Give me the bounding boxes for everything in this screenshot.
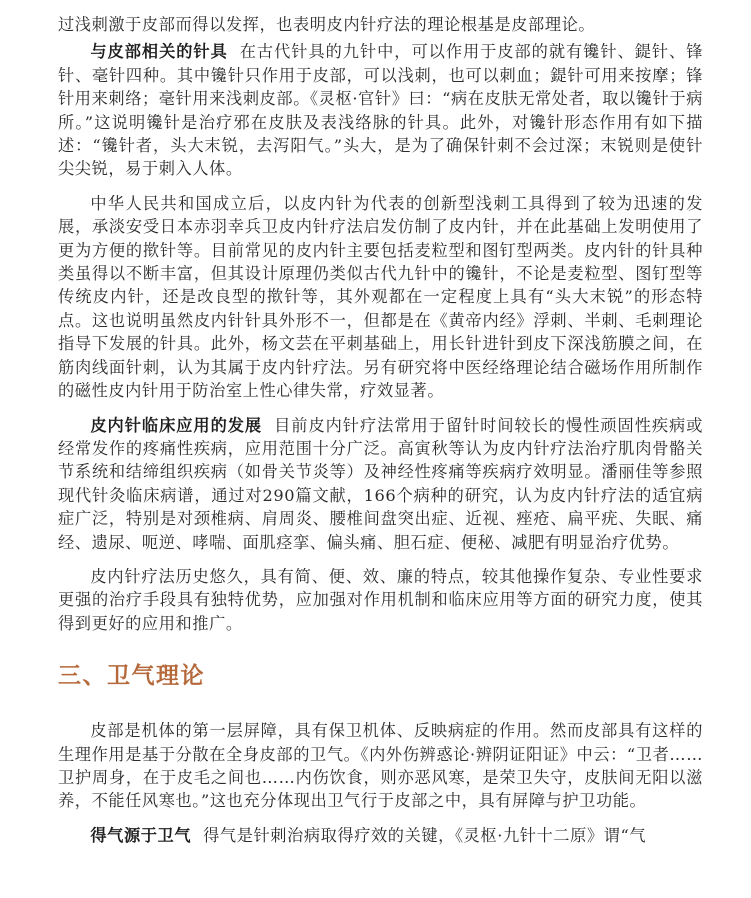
paragraph-clinical-application bbox=[58, 414, 703, 554]
paragraph-lead-heading: 与皮部相关的针具 bbox=[90, 42, 228, 62]
paragraph-text: 目前皮内针疗法常用于留针时间较长的慢性顽固性疾病或经常发作的疼痛性疾病，应用范围十分广泛。高寅秋等认为皮内针疗法治疗肌肉骨骼关节系统和结缔组织疾病（如骨关节炎等）及神经性疼痛等疾病疗效明显。潘丽佳等参照现代针灸临床病谱，通过对290篇文献，166个病种的研究，认为皮内针疗法的适宜病症广泛，特别是对颈椎病、肩周炎、腰椎间盘突出症、近视、痤疮、扁平疣、失眠、痛经、遗尿、呃逆、哮喘、面肌痉挛、偏头痛、胆石症、便秘、减肥有明显治疗优势。 bbox=[58, 415, 704, 552]
paragraph-modern-development bbox=[58, 192, 703, 403]
paragraph-deqi bbox=[58, 824, 703, 847]
paragraph-lead-heading: 皮内针临床应用的发展 bbox=[90, 415, 263, 435]
paragraph-text: 过浅刺激于皮部而得以发挥，也表明皮内针疗法的理论根基是皮部理论。 bbox=[58, 15, 596, 34]
paragraph-text: 中华人民共和国成立后，以皮内针为代表的创新型浅刺工具得到了较为迅速的发展，承淡安受日本赤羽幸兵卫皮内针疗法启发仿制了皮内针，并在此基础上发明使用了更为方便的揿针等。目前常见的皮内针主要包括麦粒型和图钉型两类。皮内针的针具种类虽得以不断丰富，但其设计原理仍类似古代九针中的镵针，不论是麦粒型、图钉型等传统皮内针，还是改良型的揿针等，其外观都在一定程度上具有“头大末锐”的形态特点。这也说明虽然皮内针针具外形不一，但都是在《黄帝内经》浮刺、半刺、毛刺理论指导下发展的针具。此外，杨文芸在平刺基础上，用长针进针到皮下深浅筋膜之间，在筋肉线面针刺，认为其属于皮内针疗法。另有研究将中医经络理论结合磁场作用所制作的磁性皮内针用于防治室上性心律失常，疗效显著。 bbox=[58, 193, 703, 401]
paragraph-text: 皮内针疗法历史悠久，具有简、便、效、廉的特点，较其他操作复杂、专业性要求更强的治疗手段具有独特优势，应加强对作用机制和临床应用等方面的研究力度，使其得到更好的应用和推广。 bbox=[58, 566, 703, 633]
paragraph-text: 在古代针具的九针中，可以作用于皮部的就有镵针、鍉针、锋针、毫针四种。其中镵针只作用于皮部，可以浅刺，也可以刺血；鍉针可用来按摩；锋针用来刺络；毫针用来浅刺皮部。《灵枢·官针》曰：“病在皮肤无常处者，取以镵针于病所。”这说明镵针是治疗邪在皮肤及表浅络脉的针具。此外，对镵针形态作用有如下描述：“镵针者，头大末锐，去泻阳气。”头大，是为了确保针刺不会过深；末锐则是使针尖尖锐，易于刺入人体。 bbox=[58, 42, 703, 179]
document-page bbox=[58, 0, 703, 847]
paragraph-weiqi-intro bbox=[58, 719, 703, 813]
section-heading: 三、卫气理论 bbox=[58, 662, 205, 690]
paragraph-summary bbox=[58, 565, 703, 635]
paragraph-lead-heading: 得气源于卫气 bbox=[90, 825, 192, 845]
paragraph-needle-tools bbox=[58, 40, 703, 180]
paragraph-continuation bbox=[58, 13, 703, 36]
paragraph-text: 得气是针刺治病取得疗效的关键，《灵枢·九针十二原》谓“气 bbox=[203, 825, 647, 845]
paragraph-text: 皮部是机体的第一层屏障，具有保卫机体、反映病症的作用。然而皮部具有这样的生理作用是基于分散在全身皮部的卫气。《内外伤辨惑论·辨阴证阳证》中云：“卫者……卫护周身，在于皮毛之间也……内伤饮食，则亦恶风寒，是荣卫失守，皮肤间无阳以滋养，不能任风寒也。”这也充分体现出卫气行于皮部之中，具有屏障与护卫功能。 bbox=[58, 721, 703, 811]
